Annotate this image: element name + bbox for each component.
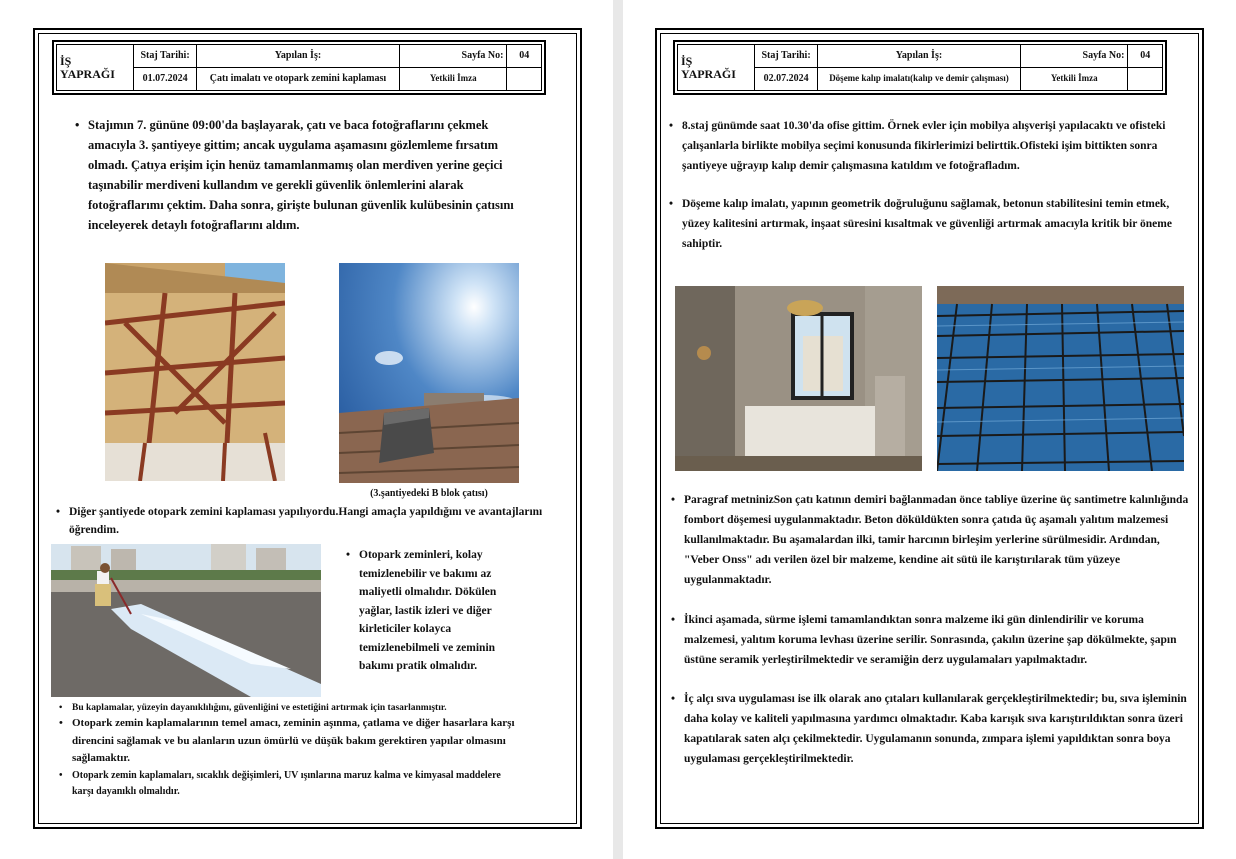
work-label: Yapılan İş: [818,45,1021,68]
parking-bullet-2: • Otopark zemin kaplamalarının temel amacı, zeminin aşınma, çatlama ve diğer hasarlara karşı direncini sağlamak ve bu alanların uzun ömürlü ve düşük bakım gerektiren yapılar olmasını sağlamaktır. [58,715,518,768]
work-label: Yapılan İş: [197,45,400,68]
signature-cell [1128,68,1163,91]
date-label: Staj Tarihi: [755,45,818,68]
date-value: 01.07.2024 [134,68,197,91]
date-value: 02.07.2024 [755,68,818,91]
parking-bullet-3: • Otopark zemin kaplamaları, sıcaklık değişimleri, UV ışınlarına maruz kalma ve kimyasal maddelere karşı dayanıklı olmalıdır. [58,768,518,800]
intro-paragraph: • Stajımın 7. gününe 09:00'da başlayarak, çatı ve baca fotoğraflarını çekmek amacıyla 3. şantiyeye gittim; ancak uygulama aşamasını gözlemleme fırsatım olmadı. Çatıya erişim için henüz tamamlanmamış olan merdiven yerine geçici taşınabilir merdiveni kullandım ve gerekli güvenlik önlemlerini alarak fotoğraflarımı çektim. Daha sonra, girişte bulunan güvenlik kulübesinin çatısını inceleyerek detaylı fotoğraflarını aldım. [74,115,532,235]
parking-intro-bullet: • Diğer şantiyede otopark zemini kaplaması yapılıyordu.Hangi amaçla yapıldığını ve avantajlarını öğrendim. [55,503,555,539]
left-page [0,0,613,859]
photo-rebar-formwork [937,286,1184,471]
formwork-bullet: • Döşeme kalıp imalatı, yapının geometrik doğruluğunu sağlamak, betonun stabilitesini temin etmek, yüzey kalitesini artırmak, inşaat süresini kısaltmak ve güvenliği artırmak amacıyla kritik bir öneme sahiptir. [668,194,1193,254]
work-value: Döşeme kalıp imalatı(kalıp ve demir çalışması) [818,68,1021,91]
page-number: 04 [507,45,542,68]
bottom-list [670,490,1190,769]
top-list [668,116,1193,254]
authority-label: Yetkili İmza [1020,68,1128,91]
work-value: Çatı imalatı ve otopark zemini kaplaması [197,68,400,91]
worksheet-title: İŞ YAPRAĞI [57,45,134,91]
plaster-bullet: • İç alçı sıva uygulaması ise ilk olarak ano çıtaları kullanılarak gerçekleştirilmektedir; bu, sıva işleminin daha kolay ve kaliteli yapılmasına yardımcı olmaktadır. Kaba karışık sıva karıştırıldıktan sonra üzeri kapatılarak saten alçı çekilmektedir. Uygulamanın sonunda, zımpara işlemi yapıldıktan sonra boya uygulaması gerçekleştirilmektedir. [670,689,1190,769]
parking-side-bullet: • Otopark zeminleri, kolay temizlenebilir ve bakımı az maliyetli olmalıdır. Dökülen yağlar, lastik izleri ve diğer kirleticiler kolayca temizlenebilmeli ve zeminin bakımı pratik olmalıdır. [345,546,515,676]
photo-roof-structure [105,263,285,481]
right-page [623,0,1236,859]
page-label: Sayfa No: [399,45,507,68]
worksheet-header [56,44,542,91]
parking-bullet-1: • Bu kaplamalar, yüzeyin dayanıklılığını, güvenliğini ve estetiğini artırmak için tasarlanmıştır. [58,701,518,715]
photo-parking-coating [51,544,321,697]
page-number: 04 [1128,45,1163,68]
worksheet-title: İŞ YAPRAĞI [678,45,755,91]
photo-sample-bedroom [675,286,922,471]
intro-list [74,115,532,235]
roof-insulation-bullet: • Paragraf metninizSon çatı katının demiri bağlanmadan önce tabliye üzerine üç santimetre kalınlığında fombort döşemesi uygulanmaktadır. Beton döküldükten sonra çatıda üç aşamalı yalıtım malzemesi kullanılmaktadır. Bu aşamalardan ilki, tamir harcının birleşim yerlerine sürülmesidir. Ardından, "Veber Onss" adı verilen özel bir malzeme, kendine ait sütü ile karıştırılarak tüm yüzeye uygulanmaktadır. [670,490,1190,590]
office-bullet: • 8.staj günümde saat 10.30'da ofise gittim. Örnek evler için mobilya alışverişi yapılacaktı ve ofisteki çalışanlarla birlikte mobilya seçimi konusunda fikirlerimizi belirttik.Ofisteki işim bittikten sonra şantiyeye uğrayıp kalıp demir çalışmasına katıldım ve fotoğrafladım. [668,116,1193,176]
parking-side-list [345,546,515,676]
parking-intro-list [55,503,555,539]
second-stage-bullet: • İkinci aşamada, sürme işlemi tamamlandıktan sonra malzeme iki gün dinlendirilir ve koruma malzemesi, yalıtım koruma levhası üzerine serilir. Sonrasında, çakılın üzerine şap dökülmekte, şapın üstüne seramik yerleştirilmektedir ve seramiğin derz uygulamaları yapılmaktadır. [670,610,1190,670]
date-label: Staj Tarihi: [134,45,197,68]
page-label: Sayfa No: [1020,45,1128,68]
parking-bottom-list [58,701,518,800]
authority-label: Yetkili İmza [399,68,507,91]
signature-cell [507,68,542,91]
photo-caption: (3.şantiyedeki B blok çatısı) [370,488,488,499]
worksheet-header [677,44,1163,91]
photo-sunny-roof [339,263,519,483]
